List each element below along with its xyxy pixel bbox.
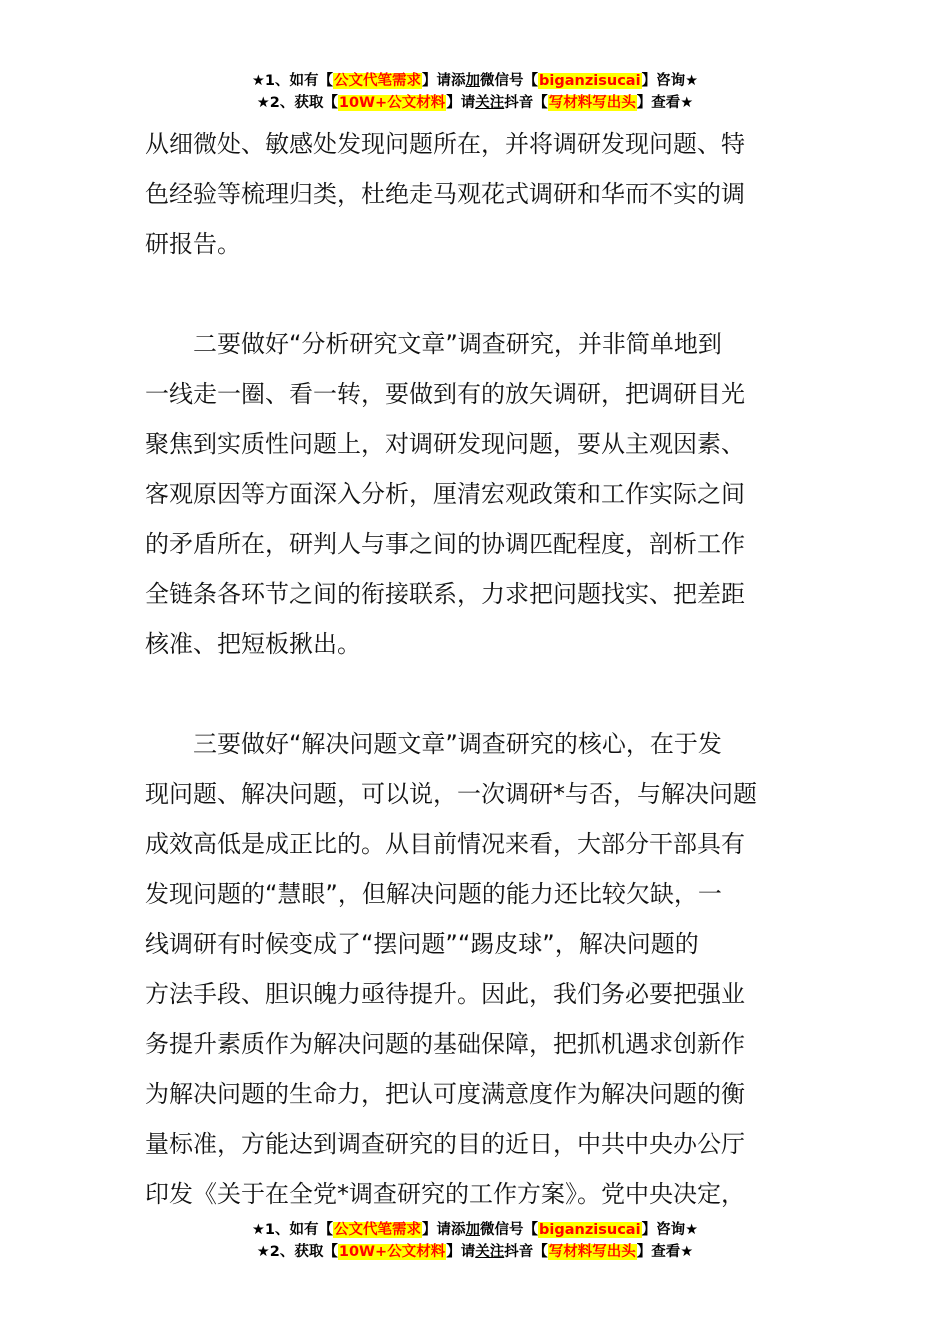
banner-text: ★2、获取【	[256, 1244, 338, 1260]
text-line: 务提升素质作为解决问题的基础保障，把抓机遇求创新作	[145, 1030, 745, 1058]
document-body	[145, 119, 807, 1219]
banner-text: ★2、获取【	[256, 95, 338, 111]
banner-line-2	[0, 92, 950, 114]
text-line: 从细微处、敏感处发现问题所在，并将调研发现问题、特	[145, 130, 745, 158]
banner-underlined-text: 加	[465, 73, 481, 89]
banner-text: 微信号【	[480, 1222, 539, 1238]
text-line: 印发《关于在全党*调查研究的工作方案》。党中央决定，	[145, 1180, 745, 1208]
text-line: 全链条各环节之间的衔接联系，力求把问题找实、把差距	[145, 580, 745, 608]
paragraph-solve-problems	[145, 719, 807, 1219]
banner-text: ★1、如有【	[251, 73, 334, 89]
highlight-service: 公文代笔需求	[334, 1222, 422, 1238]
highlight-douyin-account: 写材料写出头	[548, 1244, 636, 1260]
banner-text: 】请添	[422, 1222, 466, 1238]
text-line: 聚焦到实质性问题上，对调研发现问题，要从主观因素、	[145, 430, 745, 458]
banner-line-2	[0, 1241, 950, 1263]
banner-text: 】请	[446, 1244, 476, 1260]
banner-line-1	[0, 1219, 950, 1241]
highlight-wechat-id: biganzisucai	[539, 1222, 641, 1238]
text-line: 为解决问题的生命力，把认可度满意度作为解决问题的衡	[145, 1080, 745, 1108]
banner-text: 抖音【	[504, 95, 548, 111]
highlight-douyin-account: 写材料写出头	[548, 95, 636, 111]
highlight-materials: 10W+公文材料	[338, 95, 446, 111]
text-line: 方法手段、胆识魄力亟待提升。因此，我们务必要把强业	[145, 980, 745, 1008]
banner-text: 微信号【	[480, 73, 539, 89]
header-banner	[0, 70, 950, 114]
banner-text: ★1、如有【	[251, 1222, 334, 1238]
text-line: 色经验等梳理归类，杜绝走马观花式调研和华而不实的调	[145, 180, 745, 208]
banner-underlined-text: 关注	[475, 95, 505, 111]
paragraph-analysis-research	[145, 319, 807, 669]
text-line: 研报告。	[145, 230, 241, 258]
text-line: 量标准，方能达到调查研究的目的近日，中共中央办公厅	[145, 1130, 745, 1158]
text-line: 发现问题的“慧眼”，但解决问题的能力还比较欠缺，一	[145, 880, 722, 908]
text-line: 成效高低是成正比的。从目前情况来看，大部分干部具有	[145, 830, 745, 858]
banner-text: 】咨询★	[641, 73, 699, 89]
text-line: 客观原因等方面深入分析，厘清宏观政策和工作实际之间	[145, 480, 745, 508]
banner-text: 】请	[446, 95, 476, 111]
text-line: 二要做好“分析研究文章”调查研究，并非简单地到	[193, 330, 722, 358]
banner-text: 】查看★	[636, 95, 694, 111]
text-line: 三要做好“解决问题文章”调查研究的核心，在于发	[193, 730, 722, 758]
highlight-service: 公文代笔需求	[334, 73, 422, 89]
banner-line-1	[0, 70, 950, 92]
text-line: 一线走一圈、看一转，要做到有的放矢调研，把调研目光	[145, 380, 745, 408]
text-line: 的矛盾所在，研判人与事之间的协调匹配程度，剖析工作	[145, 530, 745, 558]
banner-underlined-text: 加	[465, 1222, 481, 1238]
highlight-materials: 10W+公文材料	[338, 1244, 446, 1260]
banner-text: 】咨询★	[641, 1222, 699, 1238]
highlight-wechat-id: biganzisucai	[539, 73, 641, 89]
banner-text: 】请添	[422, 73, 466, 89]
text-line: 线调研有时候变成了“摆问题”“踢皮球”，解决问题的	[145, 930, 699, 958]
banner-underlined-text: 关注	[475, 1244, 505, 1260]
banner-text: 】查看★	[636, 1244, 694, 1260]
footer-banner	[0, 1219, 950, 1263]
paragraph-continuation	[145, 119, 807, 269]
banner-text: 抖音【	[504, 1244, 548, 1260]
text-line: 核准、把短板揪出。	[145, 630, 361, 658]
text-line: 现问题、解决问题，可以说，一次调研*与否，与解决问题	[145, 780, 757, 808]
